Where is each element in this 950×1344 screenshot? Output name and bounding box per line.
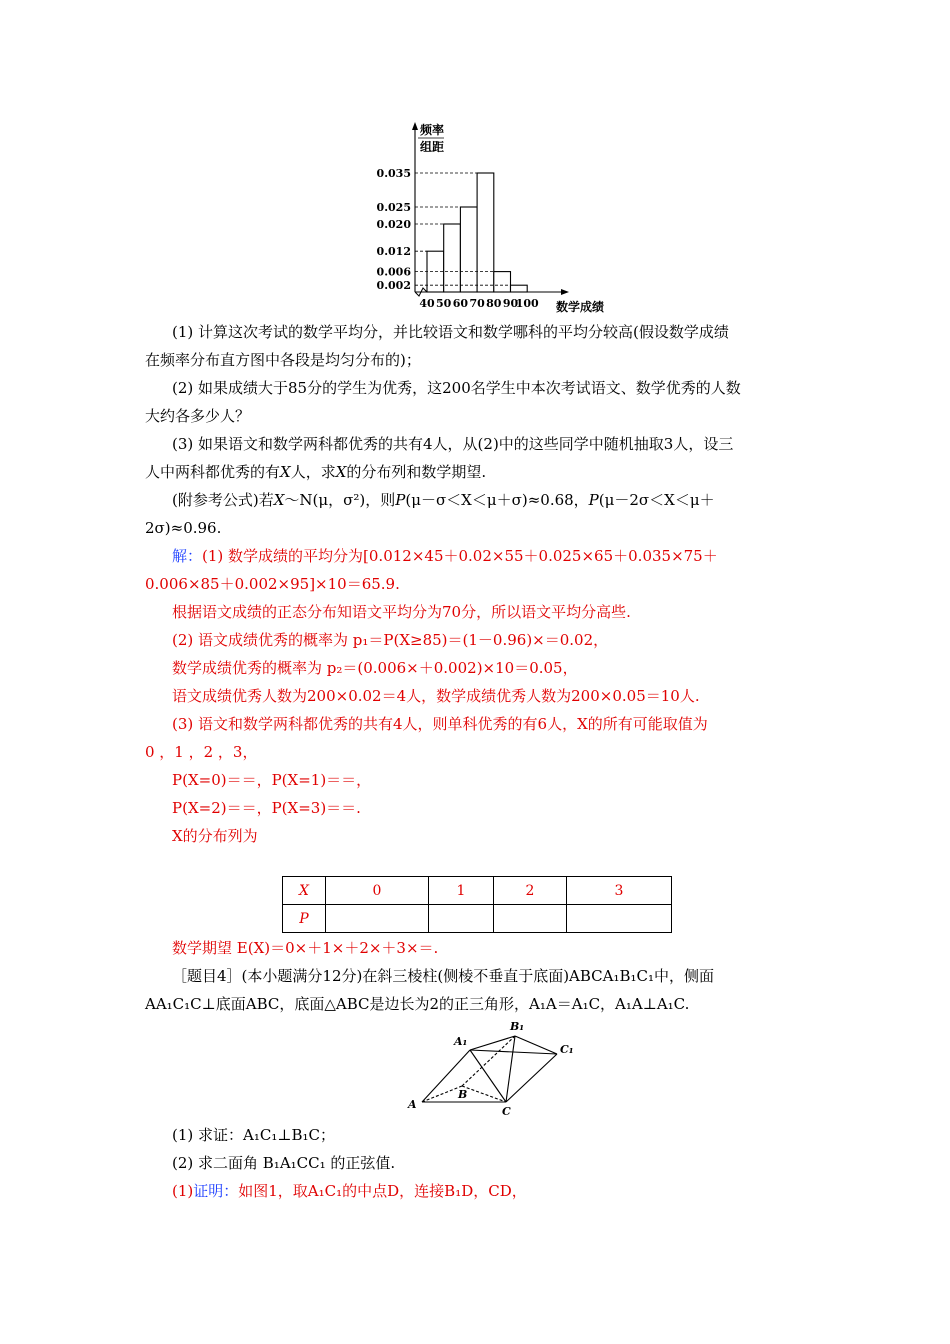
question-1-line-1: (1) 计算这次考试的数学平均分，并比较语文和数学哪科的平均分较高(假设数学成绩: [172, 323, 729, 341]
proof-label: 证明：: [193, 1182, 239, 1200]
table-cell: 2: [494, 877, 567, 905]
histogram-bar: [477, 173, 494, 292]
solution-line-6: 语文成绩优秀人数为200×0.02＝4人，数学成绩优秀人数为200×0.05＝10人.: [172, 687, 700, 705]
x-tick-label: 50: [436, 297, 452, 310]
y-tick-label: 0.012: [376, 245, 411, 259]
table-cell: 0: [326, 877, 429, 905]
histogram-chart: [370, 118, 620, 318]
table-cell: 1: [429, 877, 494, 905]
x-tick-label: 80: [486, 297, 502, 310]
solution-line-5: 数学成绩优秀的概率为 p₂＝(0.006×＋0.002)×10＝0.05，: [172, 659, 578, 677]
y-axis-label-top: 频率: [420, 123, 445, 137]
question-3-line-2: 人中两科都优秀的有X人，求X的分布列和数学期望.: [145, 463, 487, 481]
table-row: [283, 905, 672, 933]
problem-4-line-2: AA₁C₁C⊥底面ABC，底面△ABC是边长为2的正三角形，A₁A＝A₁C，A₁A⊥A₁C.: [145, 995, 690, 1013]
problem-4-part-2: (2) 求二面角 B₁A₁CC₁ 的正弦值.: [172, 1154, 396, 1172]
x-tick-label: 70: [469, 297, 485, 310]
x-tick-label: 100: [515, 297, 539, 310]
x-tick-label: 40: [419, 297, 435, 310]
prism-figure: [400, 1018, 590, 1118]
distribution-table: [282, 876, 672, 933]
histogram-bar: [494, 272, 511, 292]
solution-line-10: P(X=2)＝＝，P(X=3)＝＝.: [172, 799, 361, 817]
y-tick-label: 0.006: [376, 265, 411, 279]
question-2-line-2: 大约各多少人？: [145, 407, 251, 425]
solution-line-3: 根据语文成绩的正态分布知语文平均分为70分，所以语文平均分高些.: [172, 603, 631, 621]
solution-line-8: 0 ，1 ，2 ，3，: [145, 743, 258, 761]
x-axis-label: 数学成绩: [556, 300, 605, 314]
y-tick-label: 0.035: [376, 167, 411, 180]
problem-4-proof: (1)证明：如图1，取A₁C₁的中点D，连接B₁D，CD，: [172, 1182, 527, 1200]
histogram-bar: [511, 285, 528, 292]
histogram-bar: [444, 224, 461, 292]
reference-formula-line-2: 2σ)≈0.96.: [145, 519, 222, 537]
y-tick-label: 0.002: [376, 279, 411, 293]
solution-line-2: 0.006×85＋0.002×95]×10＝65.9.: [145, 575, 400, 593]
solution-line-11: X的分布列为: [172, 827, 258, 845]
table-cell: P: [283, 905, 326, 933]
vertex-label-b: B: [458, 1088, 468, 1101]
x-tick-label: 90: [502, 297, 519, 310]
solution-line-9: P(X=0)＝＝，P(X=1)＝＝，: [172, 771, 372, 789]
question-1-line-2: 在频率分布直方图中各段是均匀分布的)；: [145, 351, 421, 369]
solution-line-4: (2) 语文成绩优秀的概率为 p₁＝P(X≥85)＝(1－0.96)×＝0.02，: [172, 631, 609, 649]
problem-4-line-1: ［题目4］(本小题满分12分)在斜三棱柱(侧棱不垂直于底面)ABCA₁B₁C₁中，侧面: [172, 967, 715, 985]
histogram-bar: [460, 207, 477, 292]
table-row: [283, 877, 672, 905]
vertex-label-a1: A₁: [454, 1035, 468, 1048]
table-cell: X: [283, 877, 326, 905]
vertex-label-b1: B₁: [510, 1020, 525, 1033]
question-3-line-1: (3) 如果语文和数学两科都优秀的共有4人，从(2)中的这些同学中随机抽取3人，设三: [172, 435, 734, 453]
solution-line-7: (3) 语文和数学两科都优秀的共有4人，则单科优秀的有6人，X的所有可能取值为: [172, 715, 708, 733]
table-cell: [326, 905, 429, 933]
problem-4-part-1: (1) 求证：A₁C₁⊥B₁C；: [172, 1126, 335, 1144]
question-2-line-1: (2) 如果成绩大于85分的学生为优秀，这200名学生中本次考试语文、数学优秀的人数: [172, 379, 741, 397]
vertex-label-c1: C₁: [560, 1043, 574, 1056]
y-tick-label: 0.020: [376, 218, 411, 231]
y-axis-label-bottom: 组距: [420, 140, 445, 154]
solution-expectation: 数学期望 E(X)＝0×＋1×＋2×＋3×＝.: [172, 939, 439, 957]
vertex-label-a: A: [408, 1098, 417, 1111]
table-cell: [567, 905, 672, 933]
table-cell: [429, 905, 494, 933]
table-cell: 3: [567, 877, 672, 905]
x-tick-label: 60: [452, 297, 469, 310]
table-cell: [494, 905, 567, 933]
solution-line-1: 解：(1) 数学成绩的平均分为[0.012×45＋0.02×55＋0.025×65＋0.035×75＋: [172, 547, 718, 565]
reference-formula-line-1: (附参考公式)若X～N(μ，σ²)，则P(μ－σ＜X＜μ＋σ)≈0.68，P(μ－2σ＜X＜μ＋: [172, 491, 715, 509]
y-tick-label: 0.025: [376, 201, 411, 214]
vertex-label-c: C: [502, 1105, 511, 1118]
solution-label: 解：: [172, 547, 203, 565]
